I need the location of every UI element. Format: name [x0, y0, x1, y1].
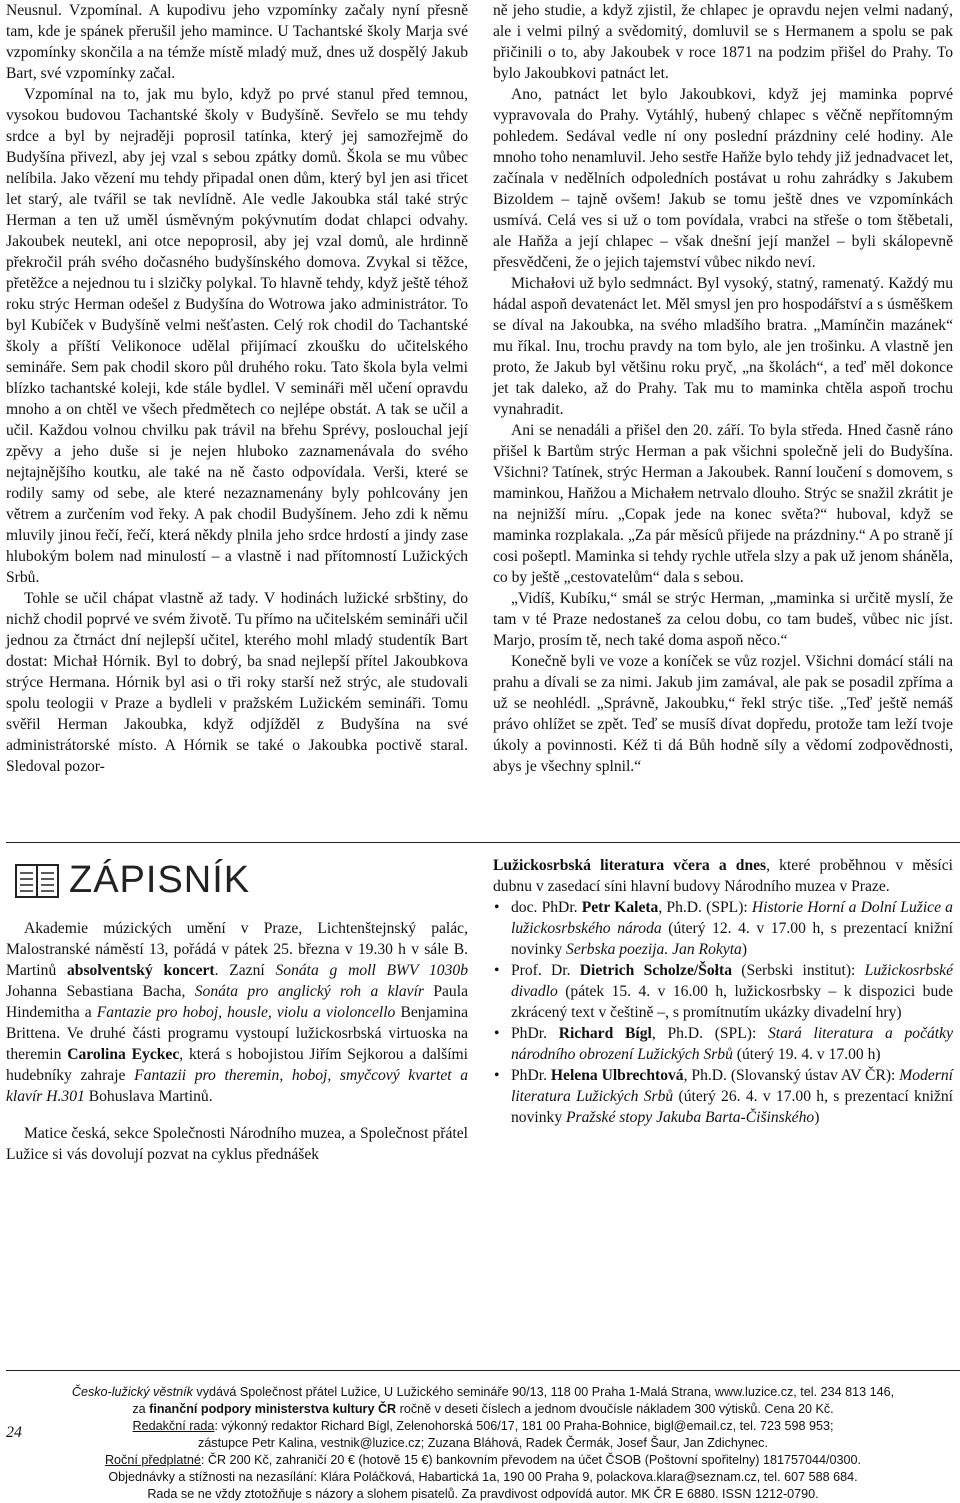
article-paragraph: Neusnul. Vzpomínal. A kupodivu jeho vzpomínky začaly nyní přesně tam, kde je spánek přerušil jeho mamince. U Tachantské školy Marja své vzpomínky skončila a na témže místě mladý muž, dnes už dospělý Jakub Bart, své vzpomínky začal. — [6, 2, 468, 82]
text-run: vydává Společnost přátel Lužice, U Lužického semináře 90/13, 118 00 Praha 1-Malá Strana, www.luzice.cz, tel. 234 813 146, — [192, 1385, 895, 1399]
zapisnik-left-text — [6, 918, 468, 1165]
text-run: Carolina Eyckec — [67, 1046, 180, 1063]
article-left-column — [6, 0, 468, 777]
imprint-line — [6, 1486, 960, 1503]
text-run: Fantazie pro hoboj, housle, violu a violoncello — [96, 1004, 396, 1021]
imprint-line — [6, 1384, 960, 1401]
imprint — [6, 1384, 960, 1503]
lecture-series-intro — [493, 855, 953, 897]
text-run: Pražské stopy Jakuba Barta-Čišinského — [566, 1109, 815, 1126]
imprint-line — [6, 1418, 960, 1435]
text-run: Richard Bígl — [558, 1025, 652, 1042]
zapisnik-paragraph — [6, 1123, 468, 1165]
article-right-column — [493, 0, 953, 777]
text-run: , Ph.D. (Slovanský ústav AV ČR): — [683, 1067, 900, 1084]
text-run: Bohuslava Martinů. — [84, 1088, 213, 1105]
text-run: (úterý 19. 4. v 17.00 h) — [732, 1046, 881, 1063]
text-run: , Ph.D. (SPL): — [651, 1025, 768, 1042]
zapisnik-header — [6, 855, 468, 907]
text-run: zástupce Petr Kalina, vestnik@luzice.cz; Zuzana Bláhová, Radek Čermák, Josef Šaur, Jan Zdichynec. — [198, 1436, 768, 1450]
text-run: Redakční rada — [132, 1419, 215, 1433]
article-paragraph: Vzpomínal na to, jak mu bylo, když po prvé stanul před temnou, vysokou budovou Tachantské školy v Budyšíně. Sevřelo se mu tehdy srdce a byl by nejraději poprosil tatínka, který jej samozřejmě do Budyšína přivezl, aby jej vzal s sebou zpátky domů. Škola se mu vůbec nelíbila. Jako vězení mu tehdy připadal onen dům, který byl jen asi třicet let starý, ale tvářil se tak nevlídně. Ale vedle Jakoubka stál také strýc Herman a ten už uměl úsměvným pokývnutím dodat chlapci odvahy. Jakoubek neutekl, ani otce nepoprosil, aby jej vzal domů, ale hrdinně překročil práh svého dočasného budyšínského domova. Zvykal si těžce, přetěžce a nejednou tu i slzičky polykal. To hlavně tehdy, když ještě téhož roku strýc Herman odešel z Budyšína do Wotrowa jako administrátor. To byl Kubíček v Budyšíně velmi nešťasten. Celý rok chodil do Tachantské školy a příští Velikonoce udělal přijímací zkoušku do učitelského semináře. Sem pak chodil skoro půl druhého roku. Tato škola byla velmi blízko tachantské koleji, kde stále bydlel. V semináři měl učení opravdu mnoho a on chtěl ve všech předmětech co nejlépe obstát. A tak se učil a učil. Každou volnou chvilku pak trávil na břehu Sprévy, poslouchal její zpěvy a jeho duše si je nejen hluboko zaznamenávala do svého nejtajnějšího koutku, ale také na ně často odpovídala. Verši, které se rodily samy od sebe, ale které nezaznamenány byly pohlcovány jen větrem a zurčením vod řeky. A pak chodil Budyšínem. Jeho zdi k němu mluvily jinou řečí, řečí, která někdy plnila jeho srdce hrdostí a jindy zase hlubokým bolem nad minulostí – a vlastně i nad přítomností Lužických Srbů. — [6, 86, 468, 586]
text-run: Matice česká, sekce Společnosti Národního muzea, a Společnost přátel Lužice si vás dovolují pozvat na cyklus přednášek — [6, 1125, 468, 1163]
open-book-icon — [14, 861, 60, 901]
zapisnik-right-text — [493, 855, 953, 1128]
text-run: , která s hobojistou Jiřím Sejkorou a dalšími hudebníky zahraje — [6, 1046, 468, 1084]
article-paragraph: Ani se nenadáli a přišel den 20. září. To byla středa. Hned časně ráno přišel k Bartům strýc Herman a pak všichni společně jeli do Budyšína. Všichni? Tatínek, strýc Herman a Jakoubek. Ranní loučení s domovem, s maminkou, Haňžou a Michałem netrvalo dlouho. Strýc se snažil zkrátit je na nejnižší míru. „Copak jede na konec světa?“ huboval, když se maminka rozplakala. „Za pár měsíců přijede na prázdniny.“ A po straně jí cosi pošeptl. Maminka si tehdy rychle utřela slzy a pak už jenom sháněla, co by ještě „cestovatelům“ dala s sebou. — [493, 422, 953, 586]
text-run: Fantazii pro theremin, hoboj, smyčcový kvartet a klavír H.301 — [6, 1067, 469, 1105]
text-run: Helena Ulbrechtová — [550, 1067, 684, 1084]
text-run: Paula Hindemitha a — [6, 983, 468, 1021]
lecture-list — [493, 897, 953, 1128]
text-run: Moderní literatura Lužických Srbů — [511, 1067, 953, 1105]
text-run: Johanna Sebastiana Bacha, — [6, 983, 195, 1000]
section-title: ZÁPISNÍK — [69, 859, 251, 901]
text-run: Akademie múzických umění v Praze, Lichtenštejnský palác, Malostranské náměstí 13, pořádá v pátek 25. března v 19.30 h v sále B. Martinů — [6, 920, 468, 979]
text-run: PhDr. — [511, 1025, 559, 1042]
article-paragraph: „Vidíš, Kubíku,“ smál se strýc Herman, „maminka si určitě myslí, že tam v té Praze nedostaneš za celou dobu, co tam budeš, vůbec nic jíst. Marjo, prosím tě, nech také doma aspoň něco.“ — [493, 590, 953, 649]
text-run: finanční podpory ministerstva kultury ČR — [149, 1402, 397, 1416]
article-paragraph: Tohle se učil chápat vlastně až tady. V hodinách lužické srbštiny, do nichž chodil poprvé ve svém životě. Tu přímo na učitelském semináři učil jednou za čtrnáct dní nejlepší učitel, kterého mohl mladý studentík Bart dostat: Michał Hórnik. Byl to dobrý, ba snad nejlepší přítel Jakoubkova strýce Hermana. Hórnik byl asi o tři roky starší než strýc, ale studovali spolu teologii v Praze a bydleli v pražském Lužickém semináři. Tomu svěřil Herman Jakoubka, když odjížděl z Budyšína na své administrátorské místo. A Hórnik se také o Jakoubka poctivě staral. Sledoval pozor- — [6, 590, 468, 775]
text-run: Sonáta pro anglický roh a klavír — [194, 983, 424, 1000]
text-run: . Zazní — [214, 962, 276, 979]
lecture-item — [511, 960, 953, 1023]
text-run: ) — [814, 1109, 820, 1126]
text-run: Lužickosrbská literatura včera a dnes — [493, 857, 767, 874]
text-run: Petr Kaleta — [581, 899, 659, 916]
text-run: Stará literatura a počátky národního obrození Lužických Srbů — [511, 1025, 953, 1063]
text-run: Roční předplatné — [104, 1453, 201, 1467]
text-run: (pátek 15. 4. v 16.00 h, lužickosrbsky – k dispozici bude zkrácený text v češtině –, s promítnutím ukázky divadelní hry) — [511, 983, 953, 1021]
text-run: , které proběhnou v měsíci dubnu v zasedací síni hlavní budovy Národního muzea v Praze. — [493, 857, 953, 895]
text-run: , Ph.D. (SPL): — [658, 899, 752, 916]
text-run: (úterý 26. 4. v 17.00 h, s prezentací knižní novinky — [511, 1088, 953, 1126]
text-run: Česko-lužický věstník — [71, 1385, 193, 1399]
text-run: Serbska poezija. Jan Rokyta — [566, 941, 742, 958]
page-number: 24 — [6, 1424, 22, 1441]
section-divider-bottom — [6, 1370, 960, 1371]
article-paragraph: Konečně byli ve voze a koníček se vůz rozjel. Všichni domácí stáli na prahu a dívali se za nimi. Jakub jim zamával, ale pak se posadil zpříma a už se neohlédl. „Správně, Jakoubku,“ řekl strýc tiše. „Teď ještě nemáš právo ohlížet se zpět. Teď se musíš dívat dopředu, protože tam leží tvoje úkoly a povinnosti. Kéž ti dá Bůh hodně síly a vědomí zodpovědnosti, abys je všechny splnil.“ — [493, 653, 953, 775]
text-run: za — [132, 1402, 150, 1416]
text-run: Dietrich Scholze/Šołta — [579, 962, 732, 979]
text-run: (Serbski institut): — [732, 962, 865, 979]
lecture-item — [511, 1023, 953, 1065]
imprint-line — [6, 1452, 960, 1469]
imprint-line — [6, 1401, 960, 1418]
imprint-line — [6, 1435, 960, 1452]
section-divider-top — [6, 842, 960, 843]
article-paragraph: ně jeho studie, a když zjistil, že chlapec je opravdu nejen velmi nadaný, ale i velmi pilný a svědomitý, domluvil se s Hermanem a spolu se pak přičinili o to, aby Jakoubek v roce 1871 na podzim přišel do Prahy. To bylo Jakoubkovi patnáct let. — [493, 2, 953, 82]
text-run: ) — [741, 941, 748, 958]
text-run: : ČR 200 Kč, zahraničí 20 € (hotově 15 €) bankovním převodem na účet ČSOB (Poštovní spořitelny) 181757044/0300. — [200, 1453, 862, 1467]
text-run: Lužickosrbské divadlo — [511, 962, 953, 1000]
text-run: PhDr. — [511, 1067, 551, 1084]
imprint-line — [6, 1469, 960, 1486]
article-paragraph: Ano, patnáct let bylo Jakoubkovi, když jej maminka poprvé vypravovala do Prahy. Vytáhlý, hubený chlapec s věčně nepřítomným pohledem. Sedával vedle ní ony poslední prázdniny celé hodiny. Ale mnoho toho nenamluvil. Jeho sestře Haňže bylo tehdy již jednadvacet let, začínala v nedělních odpoledních postávat u rohu zahrádky s Jakubem Bizoldem – tajně ovšem! Jakub se tomu ještě dnes ve vzpomínkách usmívá. Celá ves si už o tom povídala, vrabci na střeše o tom štěbetali, ale Haňža a její chlapec – však dnešní její manžel – byli skálopevně přesvědčeni, že o jejich tajemství vůbec nikdo neví. — [493, 86, 953, 271]
text-run: Historie Horní a Dolní Lužice a lužickosrbského národa — [511, 899, 953, 937]
text-run: (úterý 12. 4. v 17.00 h, s prezentací knižní novinky — [511, 920, 953, 958]
text-run: : výkonný redaktor Richard Bígl, Zelenohorská 506/17, 181 00 Praha-Bohnice, bigl@email.cz, tel. 723 598 953; — [214, 1419, 834, 1433]
text-run: Benjamina Brittena. Ve druhé části programu vystoupí lužickosrbská virtuoska na theremin — [6, 1004, 469, 1063]
text-run: doc. PhDr. — [511, 899, 582, 916]
text-run: Prof. Dr. — [511, 962, 580, 979]
lecture-item — [511, 897, 953, 960]
article-paragraph: Michałovi už bylo sedmnáct. Byl vysoký, statný, ramenatý. Každý mu hádal aspoň devatenáct let. Měl smysl jen pro hospodářství a s úsměškem se díval na Jakoubka, na svého mladšího bratra. „Mamínčin mazánek“ mu říkal. Inu, trochu pravdy na tom bylo, ale jen trošinku. A vlastně jen proto, že Jakub byl většinu roku pryč, „na školách“, a teď měl dokonce jet tak daleko, až do Prahy. Tak mu to maminka chtěla aspoň trochu vynahradit. — [493, 275, 953, 418]
text-run: Sonáta g moll BWV 1030b — [275, 962, 468, 979]
zapisnik-paragraph — [6, 918, 468, 1107]
text-run: Objednávky a stížnosti na nezasílání: Klára Poláčková, Habartická 1a, 190 00 Praha 9, polackova.klara@seznam.cz, tel. 607 588 684. — [108, 1470, 858, 1484]
lecture-item — [511, 1065, 953, 1128]
text-run: Rada se ne vždy ztotožňuje s názory a slohem pisatelů. Za pravdivost odpovídá autor. MK ČR E 6880. ISSN 1212-0790. — [147, 1487, 819, 1501]
text-run: ročně v deseti číslech a jednom dvoučísle nákladem 300 výtisků. Cena 20 Kč. — [396, 1402, 834, 1416]
text-run: absolventský koncert — [66, 962, 215, 979]
